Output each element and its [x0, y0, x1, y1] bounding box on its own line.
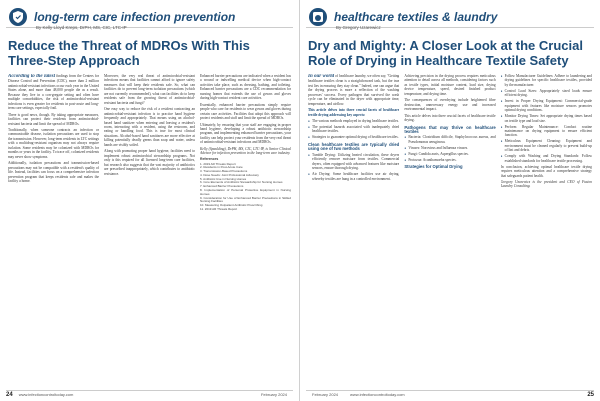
reference-item: 2. Residents in Post-Acute Care: [200, 165, 243, 170]
bullet-item: ● Follow Manufacturer Guidelines: Adhere to laundering and drying guidelines for specific healthcare textiles, provided by the manufacturer.: [501, 74, 592, 87]
paragraph: Along with promoting proper hand hygiene, facilities need to implement robust antimicrobial stewardship programs. Not only is this required for all licensed long-term care facilities, but research also suggests that the vast majority of antibiotics are prescribed inappropriately, which contributes to antibiotic resistance.: [104, 149, 195, 176]
paragraph: This article delves into three crucial facets of healthcare textile drying.: [404, 113, 496, 123]
article-columns: [6, 74, 293, 401]
byline: By Gregory Uzarewicz: [336, 25, 381, 30]
author-bio: Kelly (Spaulding), DrPH, MS, CIC, LTC-IP, is Senior Clinical Advisor for infection prevention in the long-term care industry.: [200, 146, 291, 156]
paragraph: Essentially, enhanced barrier precautions simply require people who care for residents to wear gowns and gloves during certain care activities. Facilities that adopt this approach will protect residents and staff and limit the spread of MDROs.: [200, 102, 291, 121]
subheading: Pathogens that may thrive on healthcare textiles: [404, 124, 496, 134]
column-1: [308, 74, 399, 401]
column-3: [200, 74, 291, 401]
references-title: References: [200, 156, 219, 161]
bullet-item: ● Bacteria: Clostridium difficile, Staphylococcus aureus, and Pseudomonas aeruginosa.: [404, 135, 495, 144]
bullet-item: ● The various methods employed in drying healthcare textiles.: [308, 119, 399, 123]
issue-date: February 2024: [312, 392, 339, 397]
column-3: [501, 74, 592, 401]
bullet-item: ● Comply with Washing and Drying Standards: Follow established standards for healthcare textile processing.: [501, 154, 592, 163]
paragraph: of healthcare laundry, we often say, "Getting healthcare textiles clean is a straightforward task, but the true test lies in ensuring they stay clean." Indeed, one can argue that the drying process is more a reflection of the washing processes' success. Every pathogen that survived the wash cycle can be eliminated in the dryer with appropriate time, temperature, and airflow.: [308, 74, 400, 106]
author-bio: Gregory Uzarewicz is the president and CEO of Fusion Laundry Consulting.: [500, 180, 592, 189]
bullet-item: ● Strategies to guarantee optimal drying of healthcare textiles.: [308, 135, 399, 139]
paragraph: One easy way to reduce the risk of a resident contracting an antimicrobial-resistant infection is to practice hand hygiene frequently and appropriately. That means using an alcohol-based hand sanitizer when entering and leaving a resident's room, interacting with a resident, using the restroom, and eating or handling food. This is true for most clinical situations. Alcohol-based hand sanitizers are more effective at killing potentially deadly germs than soap and water, unless hands are visibly soiled.: [104, 107, 195, 147]
paragraph: This article delves into three crucial facets of healthcare textile drying addressing key aspects:: [308, 108, 400, 117]
article-headline: Dry and Mighty: A Closer Look at the Crucial Role of Drying in Healthcare Textile Safety: [308, 38, 583, 68]
column-2: [104, 74, 195, 401]
column-2: [404, 74, 495, 401]
page-number: 25: [587, 391, 594, 398]
subheading: Clean healthcare textiles are typically dried using one of two methods: [308, 141, 400, 152]
right-page: [300, 0, 600, 401]
paragraph: In conclusion, achieving optimal healthcare textile drying requires meticulous attention and a comprehensive strategy that safeguards patient health.: [500, 164, 592, 178]
publication-url: www.infectioncontroltoday.com: [350, 392, 405, 397]
reference-item: 10. Measuring Outpatient Antibiotic Prescribing: [200, 203, 263, 208]
section-title: long-term care infection prevention: [34, 9, 236, 24]
paragraph: There is good news, though. By taking appropriate measures, facilities can protect their residents from antimicrobial-resistant bacteria and limit the spread of MDROs.: [8, 112, 99, 126]
publication-url: www.infectioncontroltoday.com: [18, 392, 74, 397]
section-title: healthcare textiles & laundry: [334, 9, 498, 24]
paragraph: Moreover, the very real threat of antimicrobial-resistant infections means that facilities cannot afford to ignore safety measures that will keep their residents safe. So, what can facilities do to prevent long-term isolation precautions (which are not currently recommended), what can facilities do to keep residents safe from the growing threat of antimicrobial-resistant bacteria and fungi?: [104, 74, 195, 105]
reference-item: 4. Dose Needs: Joint Professional Advocacy: [200, 172, 259, 177]
bullet-item: ● Viruses: Norovirus and Influenza viruses.: [404, 146, 495, 150]
reference-item: 9. Consideration for Use of Enhanced Barrier Precautions in Skilled Nursing Facilities: [200, 195, 291, 204]
laundry-icon: [306, 7, 330, 27]
paragraph: findings from the Centers for Disease Control and Prevention (CDC), more than 2 million antimicrobial-resistant infections occur each year in the United States alone, and more than 48,000 people die as a result. Because they live in a con-gregate setting and often have multiple comorbidities, the risk of antimicrobial-resistant infections is even greater for residents in post-acute and long-term care settings, especially frail.: [8, 74, 99, 111]
shield-icon: [6, 7, 30, 27]
paragraph: Traditionally, when someone contracts an infection or communicable disease, isolation precautions are used to stop the transmission. However, long-term residents in LTC settings with a multidrug-resistant organism may not always require isolation. Some residents may be colonized with MDROs for months or years in the facility. To trace off, colonized residents may never show symptoms.: [8, 127, 99, 159]
reference-item: 6. Core Elements of Antibiotic Stewardship for Nursing Homes: [200, 180, 283, 185]
bullet-item: ● Tumble Drying: Utilizing heated circulation, these dryers efficiently remove moisture from textiles. Commercial dryers, often equipped with advanced features like moisture sensors, ensure thorough drying.: [308, 153, 399, 171]
paragraph: Additionally, isolation precautions and transmission-based precautions may not be compatible with a resident's quality of life. Instead, facilities can focus on a comprehensive infection prevention program that keeps residents safe and makes the facility a home.: [8, 161, 99, 183]
reference-item: 1. 2019 AR Threats Report: [200, 161, 236, 166]
bullet-item: ● Invest in Proper Drying Equipment: Commercial-grade equipment with features like moisture sensors promotes optimal drying conditions.: [501, 99, 592, 112]
byline: By Kelly Lloyd Kreps, DrPH, MS, CIC, LTC-IP: [36, 25, 127, 30]
paragraph: Achieving precision in the drying process requires meticulous attention to detail across all methods, considering factors such as textile types, initial moisture content, load size, drying device temperature, speed, desired finished product temperature, and drying time.: [404, 74, 496, 96]
paragraph: Ultimately, by ensuring that your staff are engaging in proper hand hygiene, developing a robust antibiotic stewardship program, and implementing enhanced barrier precautions, your facility can help protect your residents from the very real threat of antimicrobial-resistant infections and MDROs.: [200, 122, 291, 145]
lead-in: According to the latest: [8, 74, 55, 79]
bullet-item: ● Meticulous Equipment Cleaning: Equipment and environment must be cleaned regularly to prevent build-up of lint and debris.: [501, 139, 592, 152]
column-1: [8, 74, 99, 401]
reference-item: 3. Transmission-Based Precautions: [200, 169, 248, 174]
reference-item: 5. Antibiotic Use in Nursing Homes: [200, 176, 247, 181]
bullet-item: ● Air Drying: Some healthcare facilities use air drying, whereby textiles are hung in a controlled environment.: [308, 172, 399, 181]
paragraph: Enhanced barrier precautions are indicated when a resident has a wound or indwelling medical device when high-contact activities take place, such as dressing, bathing, and toileting. Enhanced barrier precautions are a CDC recommendation for nursing homes that extends the use of gowns and gloves during high-contact resident care activities.: [200, 74, 291, 101]
bullet-item: ● Monitor Drying Times: Set appropriate drying times based on textile type and load size.: [501, 114, 592, 123]
page-footer: [6, 390, 293, 398]
lead-in: In our world: [308, 74, 335, 79]
bullet-item: ● Protozoa: Acanthamoeba species.: [404, 158, 495, 162]
subheading: Strategies for Optimal Drying: [404, 164, 463, 170]
bullet-item: ● Control Load Sizes: Appropriately sized loads ensure efficient drying.: [501, 89, 592, 98]
issue-date: February 2024: [260, 392, 287, 397]
references: [200, 158, 291, 212]
article-columns: [306, 74, 594, 401]
paragraph: The consequences of overdrying include heightened fibre destruction, unnecessary energy use and increased environmental impact.: [404, 98, 496, 112]
reference-item: 11. 2019 AR Threats Report: [200, 207, 238, 212]
bullet-item: ● Fungi: Candida auris, Aspergillus species.: [404, 152, 495, 156]
reference-item: 8. Implementation of Personal Protective Equipment in Nursing Homes: [200, 188, 291, 196]
page-footer: [306, 390, 594, 398]
bullet-item: ● The potential hazards associated with inadequately dried healthcare textiles.: [308, 125, 399, 134]
reference-item: 7. Enhanced Barrier Precautions: [200, 184, 244, 189]
page-number: 24: [6, 391, 13, 398]
article-headline: Reduce the Threat of MDROs With This Three-Step Approach: [8, 38, 250, 68]
bullet-item: ● Perform Regular Maintenance: Conduct routine maintenance on drying equipment to ensure efficient function.: [501, 125, 592, 138]
